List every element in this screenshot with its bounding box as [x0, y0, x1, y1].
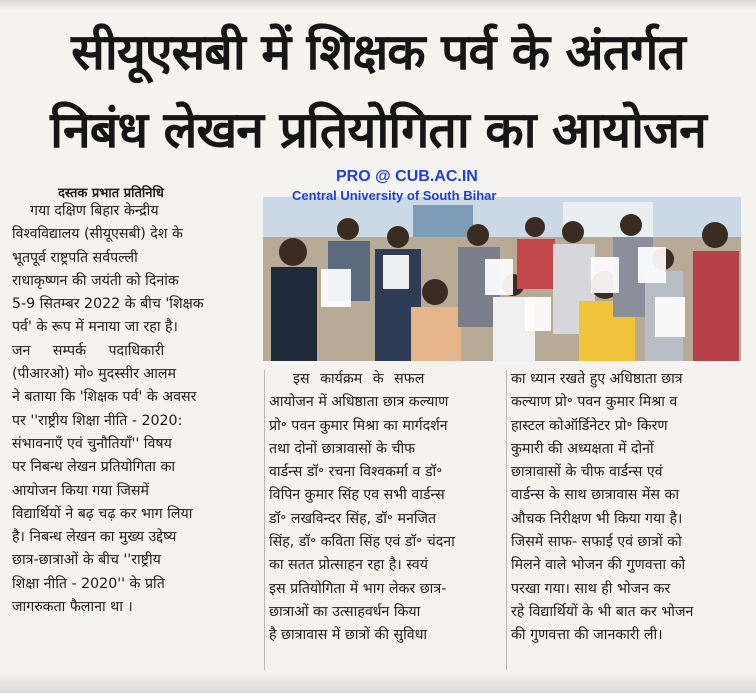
- group-photo: [263, 197, 741, 361]
- text-line: ने बताया कि 'शिक्षक पर्व' के अवसर: [12, 389, 197, 406]
- text-line: मिलने वाले भोजन की गुणवत्ता को: [511, 557, 686, 574]
- text-line: रहे विद्यार्थियों के भी बात कर भोजन: [511, 603, 694, 620]
- text-line: राधाकृष्णन की जयंती को दिनांक: [12, 272, 179, 289]
- column-divider: [506, 370, 507, 670]
- text-line: डॉ॰ लखविन्दर सिंह, डॉ॰ मनजित: [269, 510, 437, 527]
- page-bottom-edge: [0, 672, 756, 693]
- text-line: पर निबन्ध लेखन प्रतियोगिता का: [12, 459, 176, 476]
- text-line: की गुणवत्ता की जानकारी ली।: [511, 627, 663, 644]
- group-photo-icon: [263, 197, 741, 361]
- article-column-2: [269, 368, 503, 648]
- text-line: इस कार्यक्रम के सफल: [293, 371, 425, 387]
- text-line: जन सम्पर्क पदाधिकारी: [12, 342, 165, 359]
- text-line: छात्रावासों के चीफ वार्डन्स एवं: [511, 464, 663, 481]
- text-line: छात्र-छात्राओं के बीच ''राष्ट्रीय: [12, 552, 161, 569]
- text-line: इस प्रतियोगिता में भाग लेकर छात्र-: [269, 580, 447, 597]
- text-line: जागरुकता फैलाना था ।: [12, 599, 133, 616]
- text-line: है। निबन्ध लेखन का मुख्य उद्देष्य: [12, 529, 177, 546]
- text-line: हास्टल कोऑर्डिनेटर प्रो॰ किरण: [511, 417, 668, 434]
- text-line: परखा गया। साथ ही भोजन कर: [511, 580, 671, 597]
- text-line: शिक्षा नीति - 2020'' के प्रति: [12, 575, 165, 592]
- text-line: पर ''राष्ट्रीय शिक्षा नीति - 2020:: [12, 412, 183, 429]
- text-line: 5-9 सितम्बर 2022 के बीच 'शिक्षक: [12, 296, 204, 313]
- text-line: तथा दोनों छात्रावासों के चीफ: [269, 440, 416, 457]
- watermark-university: Central University of South Bihar: [292, 188, 497, 203]
- headline-line-2: निबंध लेखन प्रतियोगिता का आयोजन: [50, 101, 706, 159]
- text-line: गया दक्षिण बिहार केन्द्रीय: [30, 203, 159, 219]
- text-line: विपिन कुमार सिंह एव सभी वार्डन्स: [269, 487, 445, 504]
- text-line: आयोजन में अधिष्ठाता छात्र कल्याण: [269, 394, 449, 411]
- article-column-3: [511, 368, 745, 648]
- article-column-1: [12, 200, 262, 619]
- text-line: प्रो॰ पवन कुमार मिश्रा का मार्गदर्शन: [269, 417, 448, 434]
- text-line: पर्व' के रूप में मनाया जा रहा है।: [12, 319, 178, 336]
- page-top-edge: [0, 0, 756, 10]
- text-line: (पीआरओ) मो० मुदस्सीर आलम: [12, 366, 177, 383]
- byline: दस्तक प्रभात प्रतिनिधि: [58, 186, 164, 201]
- text-line: भूतपूर्व राष्ट्रपति सर्वपल्ली: [12, 249, 138, 266]
- text-line: आयोजन किया गया जिसमें: [12, 482, 149, 499]
- text-line: का ध्यान रखते हुए अधिष्ठाता छात्र: [511, 371, 683, 387]
- text-line: संभावनाएँ एवं चुनौतियाँ'' विषय: [12, 435, 172, 452]
- text-line: छात्राओं का उत्साहवर्धन किया: [269, 603, 421, 620]
- text-line: विद्यार्थियों ने बढ़ चढ़ कर भाग लिया: [12, 505, 193, 522]
- column-divider: [264, 370, 265, 670]
- text-line: वार्डन्स के साथ छात्रावास मेंस का: [511, 487, 680, 504]
- text-line: वार्डन्स डॉ॰ रचना विश्वकर्मा व डॉ॰: [269, 464, 443, 481]
- headline-line-1: सीयूएसबी में शिक्षक पर्व के अंतर्गत: [71, 23, 685, 81]
- text-line: विश्वविद्यालय (सीयूएसबी) देश के: [12, 226, 183, 243]
- watermark-pro: PRO @ CUB.AC.IN: [336, 168, 478, 185]
- text-line: है छात्रावास में छात्रों की सुविधा: [269, 627, 428, 644]
- text-line: सिंह, डॉ॰ कविता सिंह एवं डॉ॰ चंदना: [269, 534, 455, 551]
- text-line: का सतत प्रोत्साहन रहा है। स्वयं: [269, 557, 428, 574]
- text-line: जिसमें साफ- सफाई एवं छात्रों को: [511, 534, 682, 551]
- text-line: कुमारी की अध्यक्षता में दोनों: [511, 440, 654, 457]
- text-line: औचक निरीक्षण भी किया गया है।: [511, 510, 683, 527]
- text-line: कल्याण प्रो॰ पवन कुमार मिश्रा व: [511, 394, 678, 411]
